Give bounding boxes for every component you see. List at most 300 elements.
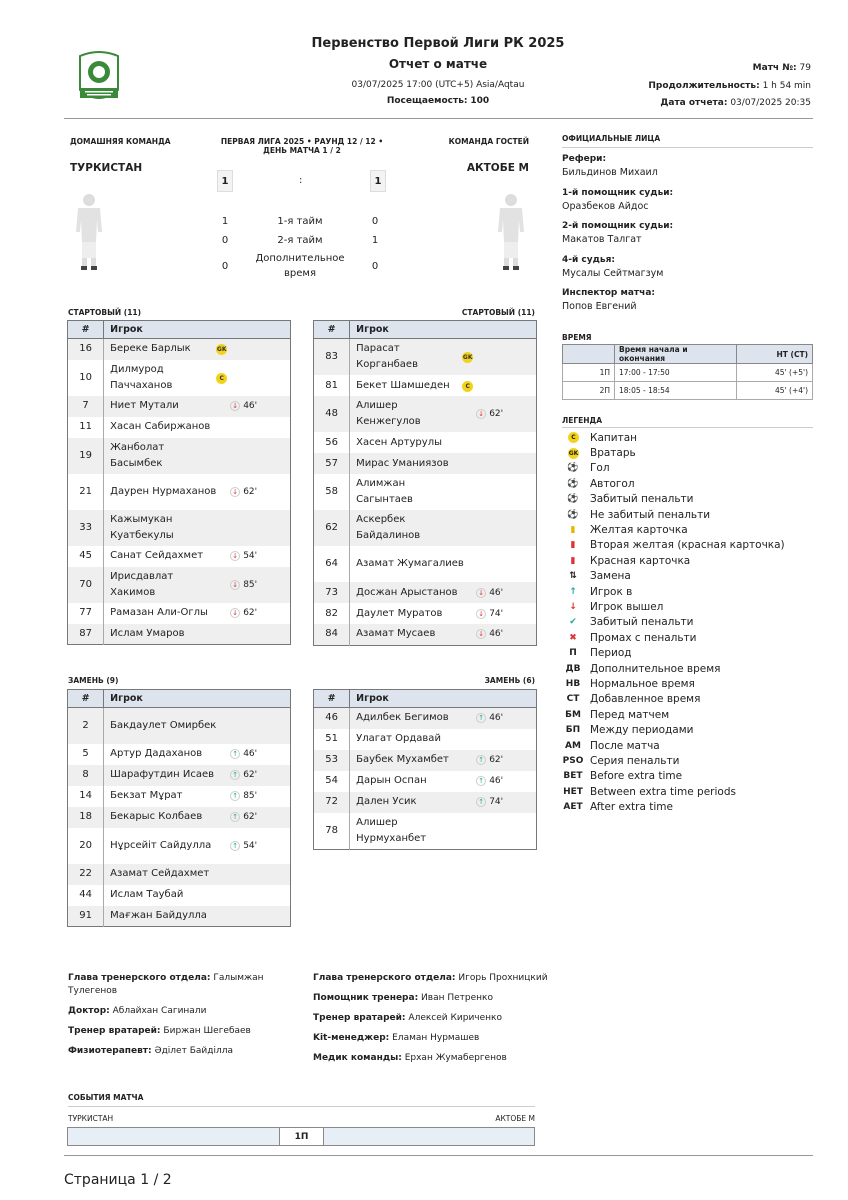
aet-abbr: AET <box>563 802 583 813</box>
staff-role: Помощник тренера: <box>313 993 419 1003</box>
normal-time-abbr: НВ <box>565 678 581 689</box>
player-events <box>470 582 536 603</box>
official-name: Оразбеков Айдос <box>562 200 649 212</box>
player-row <box>314 729 537 750</box>
official-role: Рефери: <box>562 154 607 164</box>
penalty-miss-cross-icon: ✖ <box>569 632 577 643</box>
player-name: Бекет Шамшеден <box>356 379 450 391</box>
lineup-table <box>67 689 291 927</box>
period-row: 0 2-я тайм 1 <box>221 235 379 246</box>
player-row <box>68 624 291 645</box>
player-row <box>68 417 291 438</box>
player-name: Алишер Кенжегулов <box>350 396 471 432</box>
period-row: 1 1-я тайм 0 <box>221 216 379 227</box>
away-team-name: АКТОБЕ М <box>466 162 529 174</box>
player-number: 7 <box>68 396 104 417</box>
player-out-icon: ↓ <box>569 601 577 612</box>
events-away-team: АКТОБЕ М <box>495 1114 535 1123</box>
staff-name: Ерхан Жумабергенов <box>404 1053 507 1063</box>
player-name: Дален Усик <box>350 792 471 813</box>
player-row <box>314 813 537 850</box>
player-events <box>219 360 290 396</box>
player-name: Бакдаулет Омирбек <box>104 708 225 744</box>
legend-text: Желтая карточка <box>590 524 688 537</box>
legend-item <box>562 430 785 445</box>
legend-text: Замена <box>590 570 631 583</box>
player-name: Дарын Оспан <box>356 775 427 786</box>
player-in-icon: ↑ <box>569 586 577 597</box>
legend-item <box>562 615 785 630</box>
staff-role: Доктор: <box>68 1006 110 1016</box>
staff-entry <box>68 1005 288 1018</box>
player-name: Хасан Сабиржанов <box>110 421 211 432</box>
player-name: Артур Дадаханов <box>110 748 203 759</box>
player-row <box>68 360 291 396</box>
player-number: 87 <box>68 624 104 645</box>
home-start-caption: СТАРТОВЫЙ (11) <box>68 308 142 317</box>
legend-text: Автогол <box>590 477 635 490</box>
player-in-icon: ↑ <box>230 749 240 759</box>
player-events <box>224 474 290 510</box>
footer-divider <box>64 1155 813 1156</box>
official-name: Бильдинов Михаил <box>562 167 658 178</box>
staff-role: Тренер вратарей: <box>313 1013 406 1023</box>
away-staff <box>313 972 553 1072</box>
substitution-minute: 46' <box>489 713 504 724</box>
player-row <box>68 885 291 906</box>
officials-caption: ОФИЦИАЛЬНЫЕ ЛИЦА <box>562 134 661 143</box>
time-row: 2П 18:05 - 18:54 45' (+4') <box>563 382 813 400</box>
player-number: 58 <box>314 474 350 510</box>
player-events <box>224 567 290 603</box>
legend-text: Промах с пенальти <box>590 631 697 644</box>
player-row <box>68 510 291 546</box>
player-row <box>68 396 291 417</box>
period-abbr: П <box>569 648 577 659</box>
legend-caption: ЛЕГЕНДА <box>562 416 603 425</box>
pso-abbr: PSO <box>562 755 584 766</box>
staff-entry <box>313 992 553 1005</box>
legend-item <box>562 692 785 707</box>
legend-text: Игрок вышел <box>590 600 664 613</box>
player-events <box>470 792 536 813</box>
away-subs-caption: ЗАМЕНЬ (6) <box>484 676 535 685</box>
captain-badge-icon: C <box>216 373 227 384</box>
goalkeeper-badge-icon: GK <box>462 354 473 361</box>
events-home-team: ТУРКИСТАН <box>68 1114 114 1123</box>
player-events <box>224 396 290 417</box>
player-out-icon: ↓ <box>476 609 486 619</box>
time-caption: ВРЕМЯ <box>562 333 592 342</box>
substitution-minute: 46' <box>243 401 258 411</box>
legend-text: Вратарь <box>590 447 636 460</box>
legend-text: Гол <box>590 462 610 475</box>
player-number: 78 <box>314 813 350 850</box>
player-in-icon: ↑ <box>476 713 486 723</box>
header-divider <box>64 118 813 119</box>
staff-role: Глава тренерского отдела: <box>68 973 211 983</box>
player-number: 45 <box>68 546 104 567</box>
player-events <box>224 624 290 645</box>
player-number: 11 <box>68 417 104 438</box>
player-number: 21 <box>68 474 104 510</box>
player-events <box>224 885 290 906</box>
staff-name: Биржан Шегебаев <box>163 1026 251 1036</box>
player-row <box>314 708 537 729</box>
away-score: 1 <box>370 170 386 192</box>
staff-entry <box>313 972 553 985</box>
time-col-range: Время начала и окончания <box>615 345 737 364</box>
substitution-minute: 46' <box>489 587 504 598</box>
player-name: Санат Сейдахмет <box>110 550 204 561</box>
player-events <box>470 603 536 624</box>
period-scores <box>210 212 390 282</box>
player-events <box>470 813 536 850</box>
legend-item <box>562 707 785 722</box>
staff-role: Медик команды: <box>313 1053 402 1063</box>
home-staff <box>68 972 288 1065</box>
away-subs-table <box>313 689 537 850</box>
player-number: 84 <box>314 624 350 645</box>
player-events <box>224 786 290 807</box>
player-name: Парасат Корганбаев <box>350 339 471 376</box>
attendance: Посещаемость: 100 <box>386 96 490 106</box>
player-events <box>470 708 536 729</box>
extra-time-abbr: ДВ <box>565 663 581 674</box>
substitution-minute: 74' <box>489 608 504 619</box>
staff-name: Аблайхан Сагинали <box>112 1006 207 1016</box>
report-date: Дата отчета: 03/07/2025 20:35 <box>660 98 811 108</box>
player-number: 46 <box>314 708 350 729</box>
legend-text: Забитый пенальти <box>590 493 694 506</box>
time-col-ht: HT (CT) <box>737 345 813 364</box>
substitution-minute: 74' <box>489 797 504 807</box>
staff-role: Физиотерапевт: <box>68 1046 152 1056</box>
staff-role: Тренер вратарей: <box>68 1026 161 1036</box>
player-name: Бекзат Мұрат <box>110 790 183 801</box>
player-out-icon: ↓ <box>476 629 486 639</box>
events-table <box>67 1127 535 1146</box>
legend-text: После матча <box>590 739 660 752</box>
player-name: Алишер Нурмуханбет <box>356 816 427 844</box>
player-number: 16 <box>68 339 104 360</box>
officials-list <box>562 154 673 322</box>
substitution-minute: 46' <box>489 629 504 640</box>
legend-item <box>562 784 785 799</box>
col-player-header: Игрок <box>104 321 291 339</box>
own-goal-icon: ⚽ <box>567 478 579 489</box>
player-name: Ислам Умаров <box>104 624 225 645</box>
legend-item <box>562 507 785 522</box>
time-row: 1П 17:00 - 17:50 45' (+5') <box>563 364 813 382</box>
match-datetime: 03/07/2025 17:00 (UTC+5) Asia/Aqtau <box>351 80 525 90</box>
player-name: Даурен Нурмаханов <box>110 485 217 497</box>
staff-name: Иван Петренко <box>421 993 493 1003</box>
legend-item <box>562 676 785 691</box>
player-events <box>470 510 536 546</box>
between-periods-abbr: БП <box>565 725 581 736</box>
player-row <box>68 864 291 885</box>
lineup-table <box>313 320 537 646</box>
substitution-minute: 54' <box>243 551 258 561</box>
player-number: 77 <box>68 603 104 624</box>
player-row <box>68 474 291 510</box>
player-row <box>314 510 537 546</box>
player-out-icon: ↓ <box>476 588 486 598</box>
legend-text: Между периодами <box>590 724 694 737</box>
substitution-minute: 85' <box>243 791 258 801</box>
staff-entry <box>68 972 288 998</box>
player-number: 54 <box>314 771 350 792</box>
player-name: Дилмурод Паччаханов <box>110 363 173 391</box>
player-row <box>314 624 537 645</box>
player-events <box>470 396 536 432</box>
player-number: 82 <box>314 603 350 624</box>
player-number: 56 <box>314 432 350 453</box>
player-in-icon: ↑ <box>230 770 240 780</box>
legend-text: Перед матчем <box>590 708 670 721</box>
player-row <box>314 771 537 792</box>
player-row <box>68 567 291 603</box>
legend-text: Вторая желтая (красная карточка) <box>590 539 785 552</box>
player-name: Шарафутдин Исаев <box>104 765 225 786</box>
legend-item <box>562 722 785 737</box>
player-out-icon: ↓ <box>230 487 240 497</box>
player-number: 5 <box>68 744 104 765</box>
player-name: Мағжан Байдулла <box>104 906 225 927</box>
player-row <box>68 828 291 864</box>
staff-entry <box>68 1045 288 1058</box>
legend-item <box>562 645 785 660</box>
substitution-minute: 62' <box>489 409 504 419</box>
legend-text: Не забитый пенальти <box>590 508 711 521</box>
home-starting-table <box>67 320 291 645</box>
player-in-icon: ↑ <box>230 812 240 822</box>
col-player-header: Игрок <box>350 321 537 339</box>
player-row <box>68 339 291 360</box>
before-match-abbr: БМ <box>565 709 581 720</box>
player-name: Жанболат Басымбек <box>104 438 225 474</box>
player-name: Досжан Арыстанов <box>350 582 471 603</box>
player-number: 73 <box>314 582 350 603</box>
home-score: 1 <box>217 170 233 192</box>
legend-text: Between extra time periods <box>590 785 736 798</box>
time-col-period <box>563 345 615 364</box>
legend-item <box>562 753 785 768</box>
official-role: Инспектор матча: <box>562 288 655 298</box>
substitution-minute: 62' <box>489 755 504 765</box>
staff-entry <box>313 1052 553 1065</box>
player-events <box>470 453 536 474</box>
official-entry <box>562 154 673 188</box>
legend-item <box>562 569 785 584</box>
home-caption: ДОМАШНЯЯ КОМАНДА <box>70 137 171 146</box>
player-row <box>68 765 291 786</box>
player-row <box>68 744 291 765</box>
player-row <box>314 453 537 474</box>
player-events <box>470 750 536 771</box>
legend-item <box>562 461 785 476</box>
staff-name: Игорь Прохницкий <box>458 973 548 983</box>
player-in-icon: ↑ <box>476 797 486 807</box>
legend-text: Before extra time <box>590 770 683 783</box>
player-row <box>68 906 291 927</box>
lineup-table <box>67 320 291 645</box>
home-team-name: ТУРКИСТАН <box>70 162 143 174</box>
goalkeeper-icon: GK <box>568 449 579 457</box>
legend-text: Период <box>590 647 632 660</box>
col-player-header: Игрок <box>104 690 291 708</box>
official-entry <box>562 255 673 289</box>
legend-item <box>562 661 785 676</box>
official-entry <box>562 188 673 222</box>
player-name: Алимжан Сагынтаев <box>356 478 413 505</box>
player-name: Мирас Уманиязов <box>350 453 471 474</box>
player-number: 91 <box>68 906 104 927</box>
legend-item <box>562 445 785 460</box>
player-row <box>314 396 537 432</box>
official-role: 1-й помощник судьи: <box>562 187 674 198</box>
player-events <box>224 708 290 744</box>
legend-item <box>562 522 785 537</box>
home-kit-icon <box>72 192 106 275</box>
player-events <box>470 729 536 750</box>
player-events <box>470 432 536 453</box>
player-name: Азамат Сейдахмет <box>104 864 225 885</box>
player-events <box>465 375 536 396</box>
player-row <box>314 603 537 624</box>
player-number: 48 <box>314 396 350 432</box>
player-row <box>68 546 291 567</box>
time-table <box>562 344 813 400</box>
legend-item <box>562 599 785 614</box>
legend-item <box>562 630 785 645</box>
player-row <box>68 807 291 828</box>
player-name: Ислам Таубай <box>110 889 184 900</box>
col-number-header: # <box>314 321 350 339</box>
player-row <box>314 792 537 813</box>
staff-name: Алексей Кириченко <box>408 1013 502 1023</box>
player-row <box>314 375 537 396</box>
substitution-minute: 85' <box>243 579 258 590</box>
round-caption: ПЕРВАЯ ЛИГА 2025 • РАУНД 12 / 12 • ДЕНЬ МАТЧА 1 / 2 <box>220 137 384 155</box>
staff-name: Әділет Байділла <box>154 1046 233 1056</box>
player-number: 64 <box>314 546 350 582</box>
legend-text: Игрок в <box>590 585 633 598</box>
player-row <box>314 432 537 453</box>
player-name: Даулет Муратов <box>356 607 443 619</box>
official-name: Попов Евгений <box>562 301 637 312</box>
player-number: 83 <box>314 339 350 376</box>
player-events <box>224 438 290 474</box>
player-events <box>216 339 290 360</box>
player-name: Береке Барлык <box>104 339 225 360</box>
player-row <box>314 582 537 603</box>
match-duration: Продолжительность: 1 h 54 min <box>648 81 811 91</box>
player-number: 51 <box>314 729 350 750</box>
player-events <box>224 510 290 546</box>
legend-text: Серия пенальти <box>590 754 680 767</box>
player-row <box>68 438 291 474</box>
player-name: Аскербек Байдалинов <box>350 510 471 546</box>
page-number: Страница 1 / 2 <box>64 1172 172 1188</box>
legend-text: After extra time <box>590 801 673 814</box>
player-number: 20 <box>68 828 104 864</box>
player-name: Ирисдавлат Хакимов <box>104 567 225 603</box>
player-in-icon: ↑ <box>476 776 486 786</box>
player-out-icon: ↓ <box>230 580 240 590</box>
player-name: Азамат Мусаев <box>350 624 471 645</box>
player-name: Адилбек Бегимов <box>350 708 471 729</box>
col-number-header: # <box>314 690 350 708</box>
substitution-minute: 62' <box>243 486 258 497</box>
events-caption: СОБЫТИЯ МАТЧА <box>68 1093 144 1102</box>
player-row <box>314 546 537 582</box>
player-number: 8 <box>68 765 104 786</box>
staff-entry <box>313 1012 553 1025</box>
staff-entry <box>68 1025 288 1038</box>
player-row <box>314 474 537 510</box>
away-starting-table <box>313 320 537 646</box>
goal-icon: ⚽ <box>567 463 579 474</box>
player-number: 81 <box>314 375 350 396</box>
het-abbr: HET <box>563 786 583 797</box>
official-entry <box>562 288 673 322</box>
added-time-abbr: СТ <box>566 694 580 705</box>
player-row <box>314 339 537 376</box>
player-events <box>224 765 290 786</box>
legend-item <box>562 476 785 491</box>
legend-item <box>562 584 785 599</box>
player-out-icon: ↓ <box>476 409 486 419</box>
substitution-minute: 46' <box>243 749 258 759</box>
player-in-icon: ↑ <box>230 791 240 801</box>
legend-text: Красная карточка <box>590 554 691 567</box>
player-number: 18 <box>68 807 104 828</box>
player-name: Бекарыс Колбаев <box>104 807 225 828</box>
substitution-icon: ⇅ <box>569 571 577 582</box>
col-number-header: # <box>68 690 104 708</box>
official-role: 4-й судья: <box>562 254 615 265</box>
score-colon: : <box>299 175 303 186</box>
report-subtitle: Отчет о матче <box>388 57 488 71</box>
legend-text: Капитан <box>590 431 637 444</box>
staff-role: Kit-менеджер: <box>313 1033 390 1043</box>
player-name: Хасен Артурулы <box>356 436 442 448</box>
player-number: 2 <box>68 708 104 744</box>
events-divider <box>68 1106 535 1107</box>
legend-text: Добавленное время <box>590 693 701 706</box>
player-name: Азамат Жумагалиев <box>356 558 464 569</box>
bet-abbr: BET <box>563 771 583 782</box>
legend-item <box>562 799 785 814</box>
legend-list <box>562 430 785 815</box>
player-number: 70 <box>68 567 104 603</box>
player-row <box>314 750 537 771</box>
official-name: Макатов Талгат <box>562 234 642 245</box>
player-events <box>224 603 290 624</box>
player-row <box>68 786 291 807</box>
player-name: Улагат Ордавай <box>356 733 441 744</box>
lineup-table <box>313 689 537 850</box>
player-events <box>224 864 290 885</box>
player-name: Рамазан Али-Оглы <box>110 607 208 618</box>
player-events <box>470 624 536 645</box>
legend-item <box>562 538 785 553</box>
player-number: 72 <box>314 792 350 813</box>
legend-item <box>562 769 785 784</box>
player-events <box>224 546 290 567</box>
